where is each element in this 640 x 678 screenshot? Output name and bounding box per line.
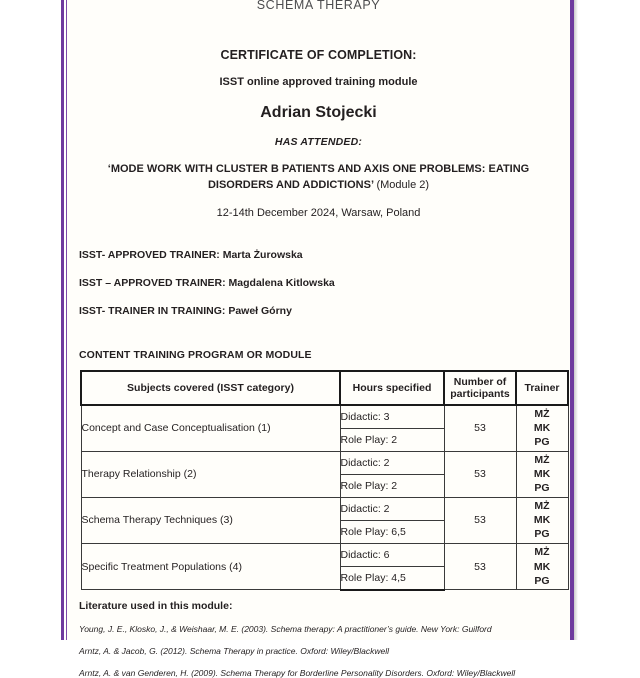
table-row: [81, 451, 568, 474]
certificate-subtitle: ISST online approved training module: [219, 76, 418, 88]
column-header-participants-line1: Number of: [453, 375, 507, 388]
certificate-title: CERTIFICATE OF COMPLETION:: [220, 48, 417, 62]
column-header-hours: Hours specified: [340, 371, 444, 405]
trainer-initials-1: MŻ: [534, 500, 550, 513]
cell-participants: 53: [444, 405, 516, 452]
cell-subject: Therapy Relationship (2): [81, 451, 340, 497]
module-title-block: [75, 162, 562, 194]
trainer-initials-1: MŻ: [534, 546, 550, 559]
trainer-approved-2: ISST – APPROVED TRAINER: Magdalena Kitlowska: [79, 276, 335, 289]
column-header-trainer: Trainer: [516, 371, 568, 405]
table-row: [81, 543, 568, 566]
cell-hours-roleplay: Role Play: 2: [340, 474, 444, 497]
cell-hours-didactic: Didactic: 2: [340, 451, 444, 474]
literature-item: Arntz, A. & Jacob, G. (2012). Schema Therapy in practice. Oxford: Wiley/Blackwell: [79, 645, 389, 656]
cell-trainer: [516, 497, 568, 543]
cell-trainer: [516, 405, 568, 452]
certificate-content: [67, 0, 570, 678]
trainer-in-training: ISST- TRAINER IN TRAINING: Paweł Górny: [79, 304, 292, 317]
trainer-initials-2: MK: [533, 422, 551, 435]
cell-trainer: [516, 451, 568, 497]
module-number: (Module 2): [376, 178, 430, 191]
literature-heading: Literature used in this module:: [79, 599, 233, 612]
program-heading: CONTENT TRAINING PROGRAM OR MODULE: [79, 348, 312, 361]
trainer-approved-1: ISST- APPROVED TRAINER: Marta Żurowska: [79, 248, 303, 261]
cell-hours-didactic: Didactic: 3: [340, 405, 444, 429]
cell-participants: 53: [444, 497, 516, 543]
has-attended-label: HAS ATTENDED:: [274, 136, 363, 148]
cell-participants: 53: [444, 451, 516, 497]
page-border-right-shadow: [574, 0, 578, 640]
cell-hours-roleplay: Role Play: 6,5: [340, 520, 444, 543]
cell-subject: Schema Therapy Techniques (3): [81, 497, 340, 543]
cell-trainer: [516, 543, 568, 590]
trainer-initials-2: MK: [533, 514, 551, 527]
trainer-initials-3: PG: [534, 482, 550, 495]
literature-item: Arntz, A. & van Genderen, H. (2009). Schema Therapy for Borderline Personality Disorders. Oxford: Wiley/Blackwell: [79, 667, 516, 678]
trainer-initials-3: PG: [534, 436, 550, 449]
recipient-name: Adrian Stojecki: [260, 104, 377, 121]
date-and-place: 12-14th December 2024, Warsaw, Poland: [216, 206, 421, 219]
cell-hours-roleplay: Role Play: 4,5: [340, 566, 444, 590]
cell-subject: Concept and Case Conceptualisation (1): [81, 405, 340, 452]
program-table: [80, 370, 569, 591]
column-header-participants-line2: participants: [450, 387, 510, 400]
trainer-list: [75, 249, 562, 317]
cell-hours-roleplay: Role Play: 2: [340, 428, 444, 451]
cell-hours-didactic: Didactic: 6: [340, 543, 444, 566]
literature-item: Young, J. E., Klosko, J., & Weishaar, M. E. (2003). Schema therapy: A practitioner’s guide. New York: Guilford: [79, 623, 492, 634]
trainer-initials-3: PG: [534, 574, 550, 587]
column-header-subject: Subjects covered (ISST category): [81, 371, 340, 405]
cell-hours-didactic: Didactic: 2: [340, 497, 444, 520]
module-title: ‘MODE WORK WITH CLUSTER B PATIENTS AND AXIS ONE PROBLEMS: EATING DISORDERS AND ADDICTIONS’: [107, 163, 530, 191]
trainer-initials-2: MK: [533, 468, 551, 481]
trainer-initials-2: MK: [533, 560, 551, 573]
cell-participants: 53: [444, 543, 516, 590]
trainer-initials-3: PG: [534, 528, 550, 541]
table-row: [81, 405, 568, 429]
masthead-schema-therapy: SCHEMA THERAPY: [256, 0, 381, 12]
trainer-initials-1: MŻ: [534, 408, 550, 421]
table-header-row: [81, 371, 568, 405]
page-border-left-outer: [61, 0, 64, 640]
table-row: [81, 497, 568, 520]
cell-subject: Specific Treatment Populations (4): [81, 543, 340, 590]
trainer-initials-1: MŻ: [534, 454, 550, 467]
column-header-participants: [444, 371, 516, 405]
